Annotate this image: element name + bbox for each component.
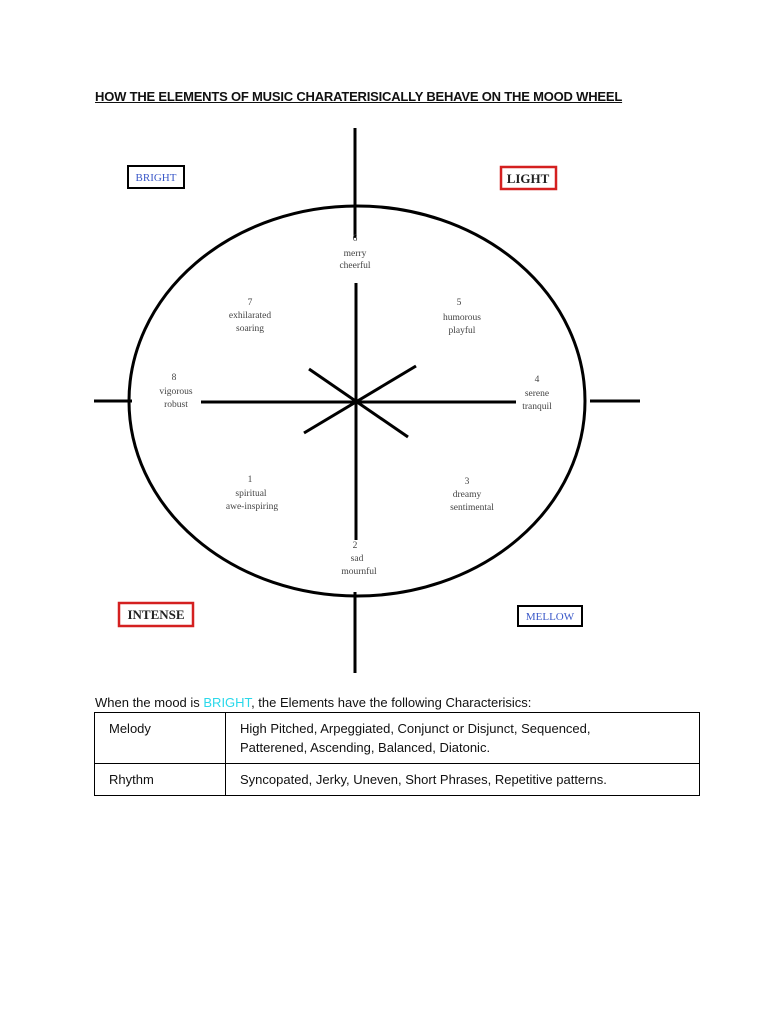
table-row xyxy=(95,764,700,796)
mood-3 xyxy=(450,477,494,513)
mood-6 xyxy=(339,234,370,271)
intense-label: INTENSE xyxy=(127,607,185,622)
mood-word: tranquil xyxy=(522,402,552,412)
mood-word: sad xyxy=(350,554,364,564)
mood-word: cheerful xyxy=(339,261,371,271)
intense-label-box xyxy=(119,603,193,626)
intro-suffix: , the Elements have the following Characterisics: xyxy=(251,695,532,710)
mood-5 xyxy=(443,298,481,336)
intro-highlight-bright: BRIGHT xyxy=(203,695,252,710)
mood-word: soaring xyxy=(236,324,264,334)
mood-4 xyxy=(522,375,552,412)
mood-number: 2 xyxy=(352,541,358,551)
mood-number: 8 xyxy=(171,373,177,383)
mood-8 xyxy=(159,373,193,410)
intro-prefix: When the mood is xyxy=(95,695,204,710)
mood-number: 6 xyxy=(352,234,358,244)
bright-label: BRIGHT xyxy=(135,172,177,184)
characteristics-cell xyxy=(226,764,700,796)
light-label: LIGHT xyxy=(506,171,550,186)
mood-number: 7 xyxy=(247,298,253,308)
mood-number: 3 xyxy=(464,477,470,487)
mood-word: humorous xyxy=(443,313,481,323)
characteristics-line: High Pitched, Arpeggiated, Conjunct or Disjunct, Sequenced, xyxy=(240,721,591,736)
mellow-label-box xyxy=(518,606,582,626)
mood-word: exhilarated xyxy=(228,311,272,321)
page-title: HOW THE ELEMENTS OF MUSIC CHARATERISICALLY BEHAVE ON THE MOOD WHEEL xyxy=(95,89,623,104)
mood-word: sentimental xyxy=(450,503,494,513)
mood-1 xyxy=(226,475,278,512)
mood-number: 1 xyxy=(247,475,253,485)
table-row xyxy=(95,713,700,764)
mood-word: robust xyxy=(164,400,188,410)
mood-2 xyxy=(341,541,377,577)
characteristics-table xyxy=(94,712,700,796)
element-cell: Melody xyxy=(95,713,226,764)
mood-word: merry xyxy=(343,249,367,259)
mood-word: mournful xyxy=(341,567,377,577)
bright-label-box xyxy=(128,166,184,188)
mood-word: spiritual xyxy=(235,489,267,499)
mood-word: vigorous xyxy=(159,387,193,397)
light-label-box xyxy=(501,167,556,189)
characteristics-line: Syncopated, Jerky, Uneven, Short Phrases, Repetitive patterns. xyxy=(240,772,607,787)
bright-intro-sentence xyxy=(95,695,531,710)
mood-number: 5 xyxy=(456,298,462,308)
mood-word: awe-inspiring xyxy=(225,502,279,512)
element-cell: Rhythm xyxy=(95,764,226,796)
mood-word: playful xyxy=(448,326,476,336)
mood-word: serene xyxy=(524,389,550,399)
characteristics-cell xyxy=(226,713,700,764)
mood-number: 4 xyxy=(534,375,540,385)
characteristics-line: Patterened, Ascending, Balanced, Diatonic. xyxy=(240,740,491,755)
mellow-label: MELLOW xyxy=(525,611,575,623)
mood-word: dreamy xyxy=(452,490,482,500)
mood-7 xyxy=(229,298,271,334)
